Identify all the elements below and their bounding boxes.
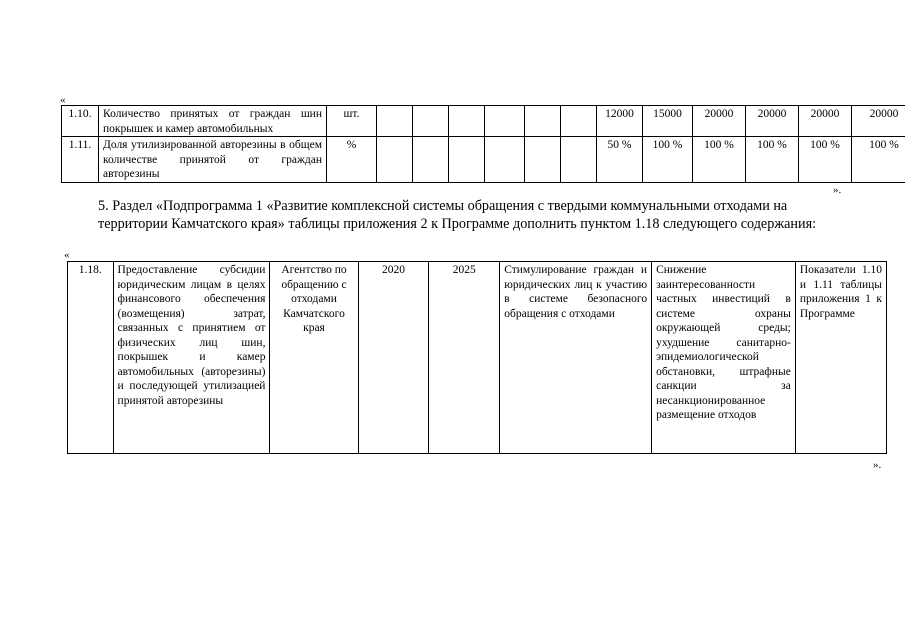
empty-cell bbox=[525, 106, 561, 137]
paragraph-text: 5. Раздел «Подпрограмма 1 «Развитие комплексной системы обращения с твердыми коммунальными отходами на территории Камчатского края» таблицы приложения 2 к Программе дополнить пунктом 1.18 следующего содержания: bbox=[98, 198, 817, 232]
indicators-link: Показатели 1.10 и 1.11 таблицы приложения 1 к Программе bbox=[795, 262, 886, 454]
end-year: 2025 bbox=[429, 262, 500, 454]
open-quote-1: « bbox=[60, 94, 66, 106]
unit-cell: % bbox=[327, 137, 377, 183]
empty-cell bbox=[525, 137, 561, 183]
start-year: 2020 bbox=[358, 262, 429, 454]
table-row bbox=[62, 106, 905, 137]
row-number: 1.10. bbox=[62, 106, 99, 137]
empty-cell bbox=[377, 137, 413, 183]
measures-table bbox=[67, 261, 887, 454]
empty-cell bbox=[561, 137, 597, 183]
empty-cell bbox=[413, 137, 449, 183]
empty-cell bbox=[485, 106, 525, 137]
value-cell: 100 % bbox=[852, 137, 905, 183]
close-quote-2: ». bbox=[873, 459, 882, 471]
value-cell: 100 % bbox=[799, 137, 852, 183]
value-cell: 15000 bbox=[643, 106, 693, 137]
value-cell: 100 % bbox=[746, 137, 799, 183]
unit-cell: шт. bbox=[327, 106, 377, 137]
value-cell: 100 % bbox=[643, 137, 693, 183]
value-cell: 20000 bbox=[746, 106, 799, 137]
row-number: 1.11. bbox=[62, 137, 99, 183]
empty-cell bbox=[413, 106, 449, 137]
close-quote-1: ». bbox=[833, 184, 842, 196]
value-cell: 20000 bbox=[852, 106, 905, 137]
measure-description: Предоставление субсидии юридическим лицам в целях финансового обеспечения (возмещения) затрат, связанных с принятием от физических лиц шин, покрышек и камер автомобильных (авторезины) и последующей утилизацией принятой авторезины bbox=[113, 262, 270, 454]
indicator-name: Количество принятых от граждан шин покрышек и камер автомобильных bbox=[99, 106, 327, 137]
table-row bbox=[68, 262, 887, 454]
executor-cell: Агентство по обращению с отходами Камчатского края bbox=[270, 262, 358, 454]
expected-result: Стимулирование граждан и юридических лиц к участию в системе безопасного обращения с отходами bbox=[500, 262, 652, 454]
empty-cell bbox=[561, 106, 597, 137]
table-row bbox=[62, 137, 905, 183]
value-cell: 50 % bbox=[597, 137, 643, 183]
indicator-name: Доля утилизированной авторезины в общем количестве принятой от граждан авторезины bbox=[99, 137, 327, 183]
empty-cell bbox=[449, 137, 485, 183]
value-cell: 12000 bbox=[597, 106, 643, 137]
value-cell: 100 % bbox=[693, 137, 746, 183]
amendment-paragraph bbox=[60, 198, 850, 233]
row-number: 1.18. bbox=[68, 262, 114, 454]
open-quote-2: « bbox=[64, 249, 70, 261]
empty-cell bbox=[485, 137, 525, 183]
value-cell: 20000 bbox=[799, 106, 852, 137]
empty-cell bbox=[377, 106, 413, 137]
consequences-cell: Снижение заинтересованности частных инвестиций в системе охраны окружающей среды; ухудшение санитарно-эпидемиологической обстановки, штрафные санкции за несанкционированное размещение отходов bbox=[652, 262, 796, 454]
value-cell: 20000 bbox=[693, 106, 746, 137]
indicators-table bbox=[61, 105, 905, 183]
empty-cell bbox=[449, 106, 485, 137]
